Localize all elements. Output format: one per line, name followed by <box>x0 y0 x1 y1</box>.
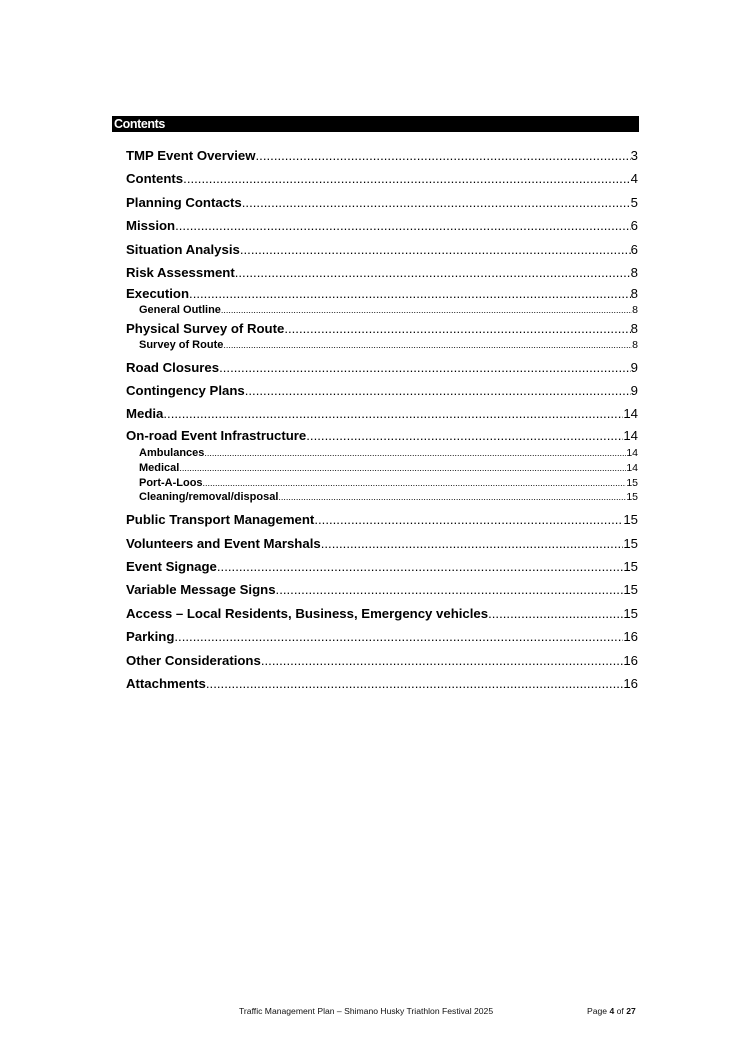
toc-entry-tmp-event-overview[interactable] <box>126 144 638 167</box>
toc-entry-variable-message-signs[interactable] <box>126 578 638 601</box>
footer-page-number <box>587 1006 636 1016</box>
toc-leader-dots <box>221 303 632 318</box>
toc-entry-road-closures[interactable] <box>126 353 638 379</box>
toc-entry-title: Survey of Route <box>139 338 224 351</box>
footer-page-total: 27 <box>626 1006 636 1016</box>
toc-leader-dots <box>175 214 631 237</box>
toc-entry-cleaning-removal-disposal[interactable] <box>126 490 638 505</box>
toc-entry-contingency-plans[interactable] <box>126 379 638 402</box>
footer-page-current: 4 <box>609 1006 615 1016</box>
toc-entry-page: 8 <box>632 304 638 317</box>
toc-entry-attachments[interactable] <box>126 672 638 695</box>
toc-entry-access-local-residents[interactable] <box>126 602 638 625</box>
footer-document-title: Traffic Management Plan – Shimano Husky Triathlon Festival 2025 <box>239 1006 494 1016</box>
toc-entry-title: Medical <box>139 461 180 474</box>
toc-entry-page: 15 <box>623 582 638 598</box>
toc-leader-dots <box>235 261 631 284</box>
toc-entry-title: Parking <box>126 629 175 645</box>
toc-leader-dots <box>256 144 631 167</box>
toc-entry-title: Situation Analysis <box>126 241 240 257</box>
contents-heading: Contents <box>112 116 639 132</box>
toc-entry-title: Cleaning/removal/disposal <box>139 491 279 504</box>
toc-entry-title: Port-A-Loos <box>139 476 203 489</box>
toc-entry-execution[interactable] <box>126 284 638 303</box>
toc-entry-title: Physical Survey of Route <box>126 320 285 336</box>
toc-entry-page: 4 <box>630 171 638 187</box>
toc-leader-dots <box>163 402 623 425</box>
toc-leader-dots <box>179 461 626 476</box>
toc-entry-risk-assessment[interactable] <box>126 261 638 284</box>
toc-leader-dots <box>284 318 630 338</box>
toc-entry-page: 15 <box>623 535 638 551</box>
footer-page-of: of <box>616 1006 624 1016</box>
toc-entry-page: 8 <box>632 338 638 351</box>
toc-entry-title: Access – Local Residents, Business, Emergency vehicles <box>126 605 489 621</box>
toc-entry-title: Attachments <box>126 676 206 692</box>
toc-leader-dots <box>245 379 631 402</box>
toc-entry-page: 15 <box>626 476 638 489</box>
toc-leader-dots <box>223 338 632 353</box>
toc-entry-physical-survey-of-route[interactable] <box>126 318 638 338</box>
toc-entry-title: Media <box>126 405 164 421</box>
toc-entry-title: Variable Message Signs <box>126 582 276 598</box>
toc-leader-dots <box>276 578 624 601</box>
toc-entry-page: 14 <box>626 447 638 460</box>
toc-entry-title: Public Transport Management <box>126 511 315 527</box>
toc-entry-general-outline[interactable] <box>126 303 638 318</box>
toc-entry-title: On-road Event Infrastructure <box>126 428 307 444</box>
toc-entry-title: Other Considerations <box>126 652 261 668</box>
toc-leader-dots <box>204 446 626 461</box>
toc-entry-page: 5 <box>630 194 638 210</box>
table-of-contents <box>126 144 638 695</box>
toc-leader-dots <box>261 649 624 672</box>
toc-entry-title: Execution <box>126 286 190 302</box>
toc-entry-on-road-event-infrastructure[interactable] <box>126 425 638 446</box>
toc-leader-dots <box>206 672 623 695</box>
toc-entry-page: 14 <box>623 428 638 444</box>
toc-entry-media[interactable] <box>126 402 638 425</box>
toc-entry-page: 9 <box>630 382 638 398</box>
toc-leader-dots <box>321 532 624 555</box>
toc-entry-parking[interactable] <box>126 625 638 648</box>
toc-entry-page: 8 <box>630 264 638 280</box>
toc-entry-page: 15 <box>623 605 638 621</box>
toc-entry-planning-contacts[interactable] <box>126 191 638 214</box>
toc-leader-dots <box>183 167 631 190</box>
toc-entry-page: 8 <box>630 286 638 302</box>
toc-entry-situation-analysis[interactable] <box>126 238 638 261</box>
toc-entry-page: 6 <box>630 241 638 257</box>
footer-page-label: Page <box>587 1006 608 1016</box>
toc-entry-page: 15 <box>623 559 638 575</box>
toc-entry-page: 3 <box>630 148 638 163</box>
toc-leader-dots <box>314 505 623 532</box>
toc-entry-ambulances[interactable] <box>126 446 638 461</box>
toc-leader-dots <box>174 625 623 648</box>
toc-entry-title: Contingency Plans <box>126 382 245 398</box>
toc-entry-volunteers-and-event-marshals[interactable] <box>126 532 638 555</box>
toc-leader-dots <box>242 191 631 214</box>
toc-entry-public-transport-management[interactable] <box>126 505 638 532</box>
toc-entry-page: 14 <box>623 405 638 421</box>
toc-entry-title: Ambulances <box>139 447 205 460</box>
toc-leader-dots <box>488 602 623 625</box>
toc-entry-title: Event Signage <box>126 559 217 575</box>
toc-entry-page: 15 <box>623 511 638 527</box>
toc-entry-medical[interactable] <box>126 461 638 476</box>
toc-entry-event-signage[interactable] <box>126 555 638 578</box>
toc-entry-title: Road Closures <box>126 359 220 375</box>
toc-entry-title: Planning Contacts <box>126 194 242 210</box>
toc-entry-survey-of-route[interactable] <box>126 338 638 353</box>
toc-leader-dots <box>219 353 631 379</box>
toc-entry-contents[interactable] <box>126 167 638 190</box>
toc-entry-page: 9 <box>630 359 638 375</box>
toc-leader-dots <box>217 555 623 578</box>
toc-leader-dots <box>278 490 626 505</box>
toc-entry-title: Mission <box>126 218 176 234</box>
toc-entry-title: Risk Assessment <box>126 264 235 280</box>
toc-entry-page: 8 <box>630 320 638 336</box>
toc-entry-other-considerations[interactable] <box>126 649 638 672</box>
toc-leader-dots <box>240 238 631 261</box>
toc-entry-title: Contents <box>126 171 184 187</box>
toc-leader-dots <box>203 476 627 491</box>
toc-entry-title: TMP Event Overview <box>126 148 256 163</box>
toc-entry-title: Volunteers and Event Marshals <box>126 535 321 551</box>
toc-entry-title: General Outline <box>139 304 221 317</box>
toc-entry-page: 14 <box>626 461 638 474</box>
toc-entry-page: 15 <box>626 491 638 504</box>
toc-entry-mission[interactable] <box>126 214 638 237</box>
toc-entry-page: 16 <box>623 652 638 668</box>
toc-entry-page: 16 <box>623 676 638 692</box>
toc-entry-port-a-loos[interactable] <box>126 476 638 491</box>
toc-entry-page: 16 <box>623 629 638 645</box>
toc-leader-dots <box>189 284 631 303</box>
toc-leader-dots <box>306 425 623 446</box>
toc-entry-page: 6 <box>630 218 638 234</box>
